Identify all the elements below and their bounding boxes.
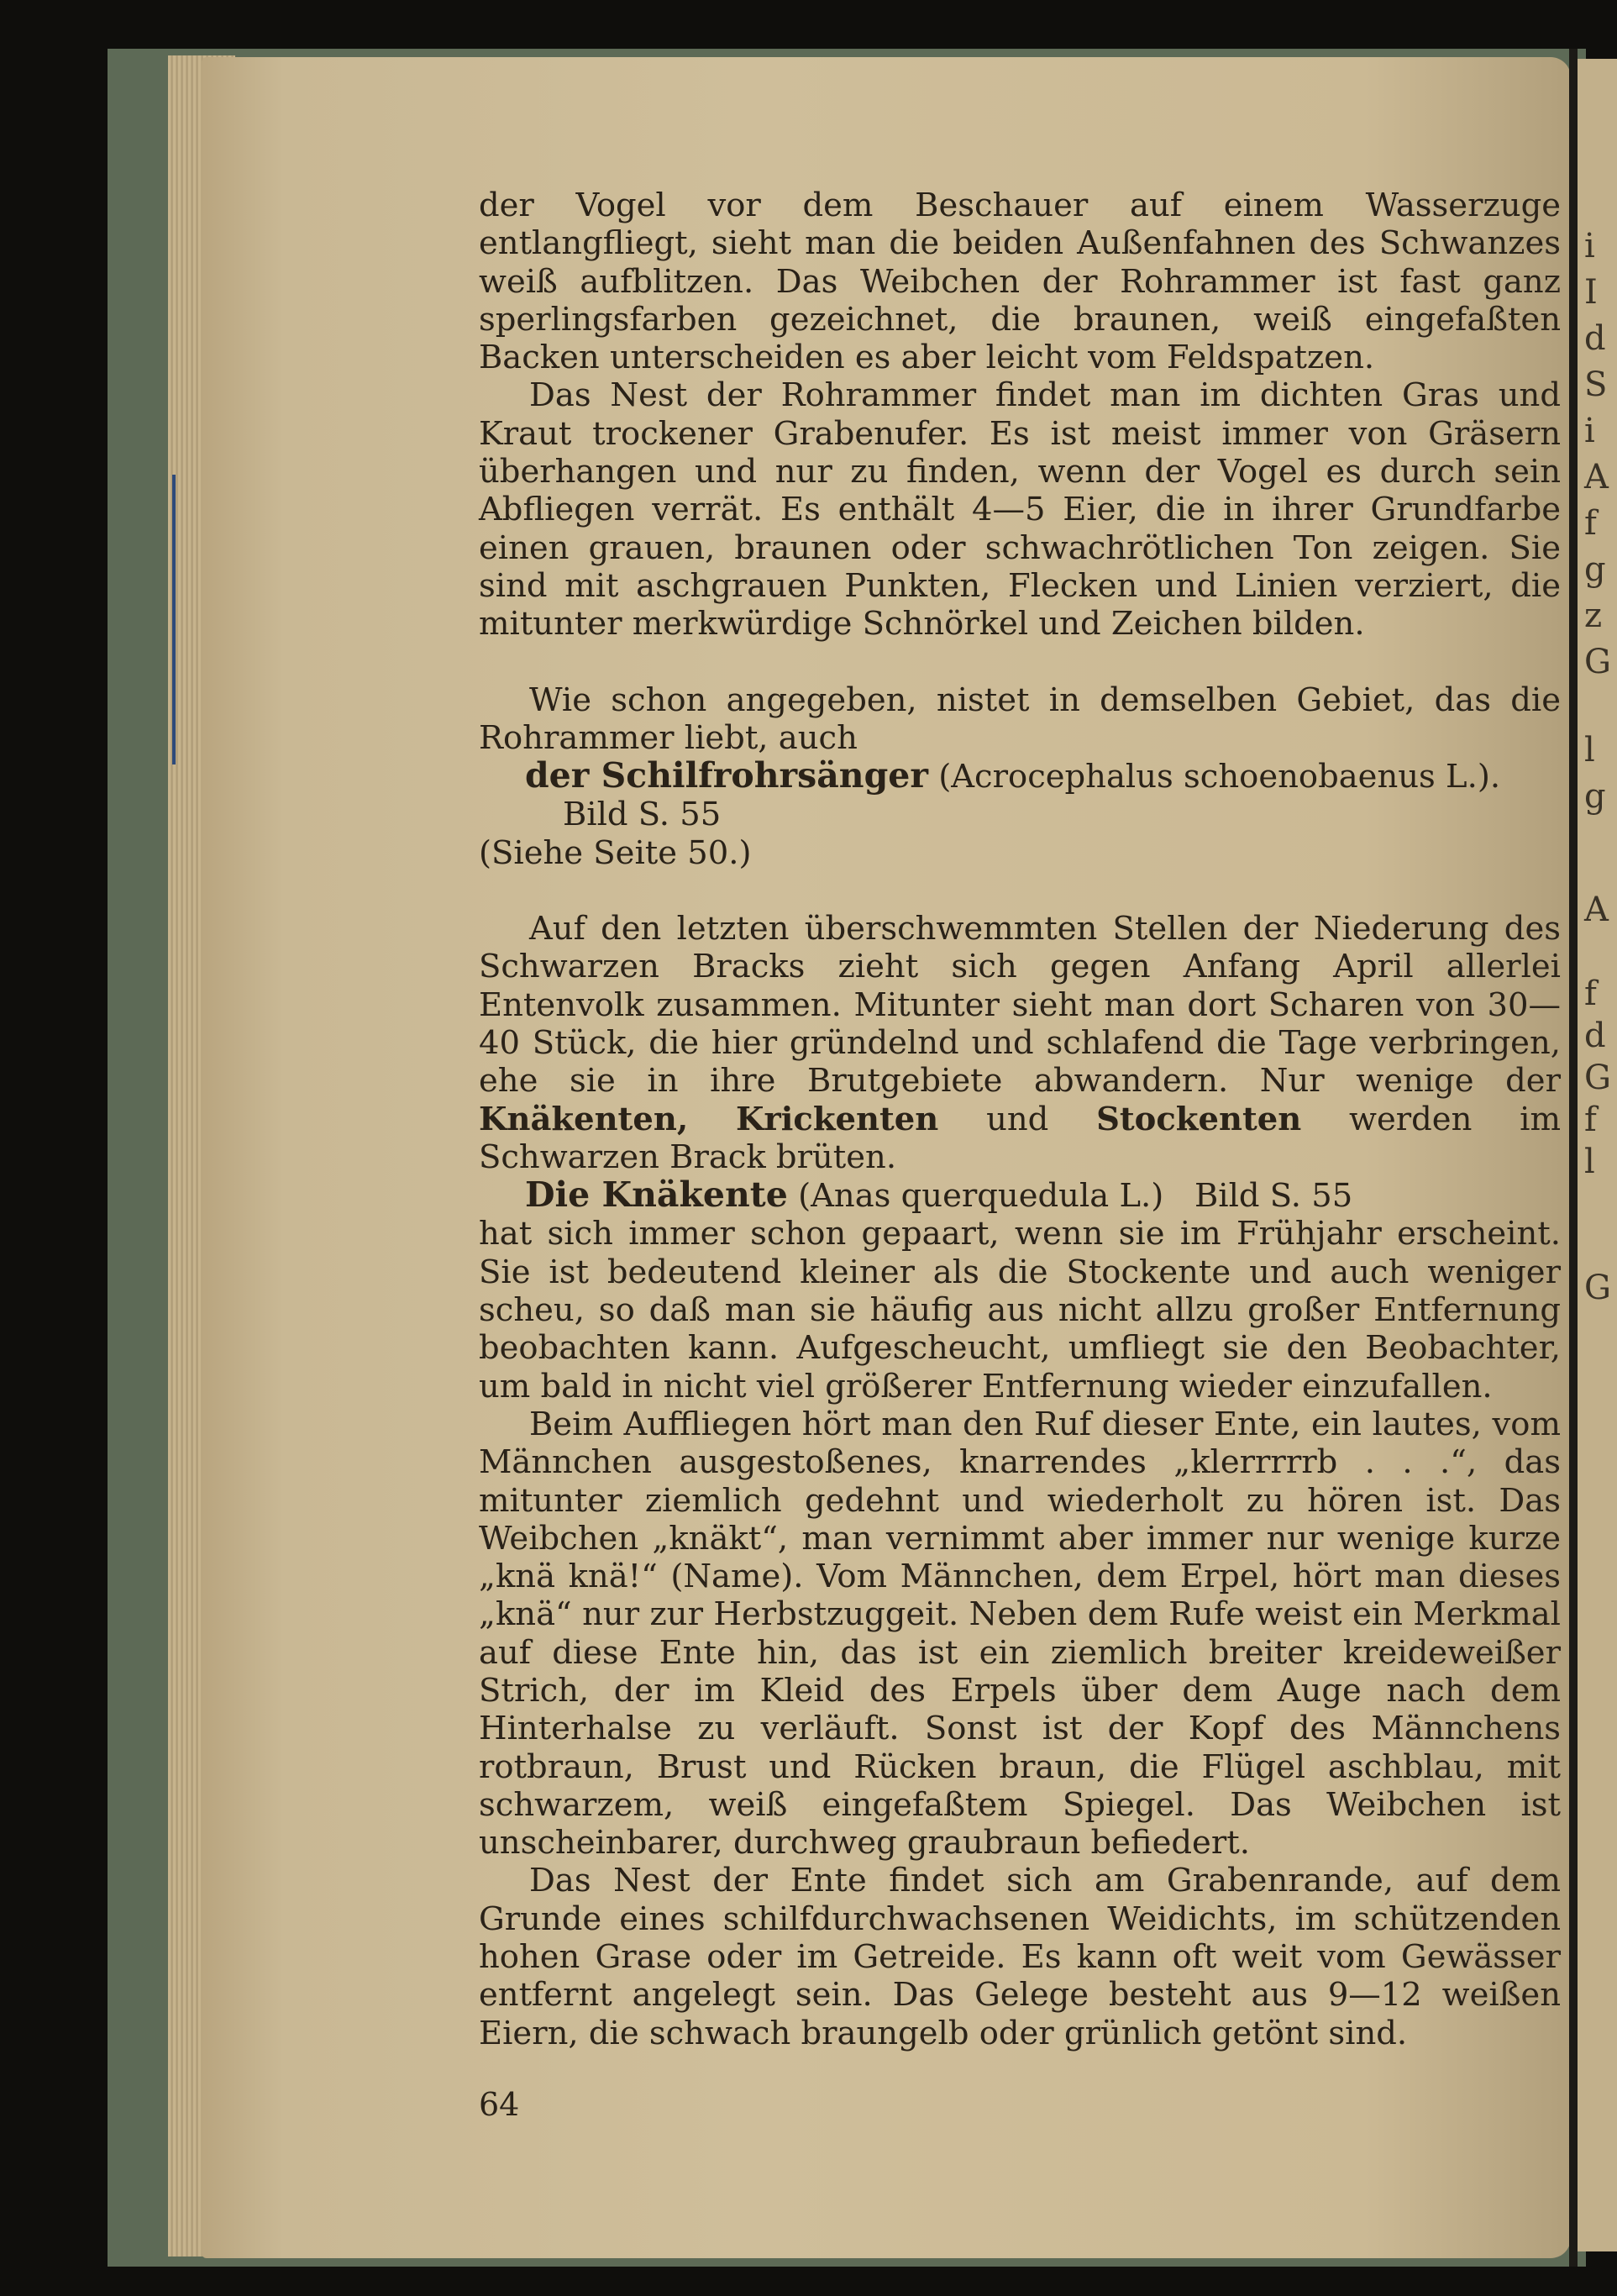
cross-reference: (Siehe Seite 50.) [479,833,752,872]
facing-fragment: d [1584,1017,1606,1055]
paragraph: Das Nest der Rohrammer findet man im dichten Gras und Kraut trockener Grabenufer. Es ist meist immer von Gräsern überhangen und nur zu finden, wenn der Vogel es durch sein Abfliegen verrät. Es enthält 4—5 Eier, die in ihrer Grundfarbe einen grauen, braunen oder schwachrötlichen Ton zeigen. Sie sind mit aschgrauen Punkten, Flecken und Linien verziert, die mitunter merkwürdige Schnörkel und Zeichen bilden. [479,376,1561,644]
paragraph-text: und [986,1100,1049,1138]
bold-term: Stockenten [1096,1100,1302,1138]
paragraph: Beim Auffliegen hört man den Ruf dieser Ente, ein lautes, vom Männchen ausgestoßenes, knarrendes „klerrrrrb . . .“, das mitunter ziemlich gedehnt und wiederholt zu hören ist. Das Weibchen „knäkt“, man vernimmt aber immer nur wenige kurze „knä knä!“ (Name). Vom Männchen, dem Erpel, hört man dieses „knä“ nur zur Herbstzuggeit. Neben dem Rufe weist ein Merkmal auf diese Ente hin, das ist ein ziemlich breiter kreideweißer Strich, der im Kleid des Erpels über dem Auge nach dem Hinterhalse zu verläuft. Sonst ist der Kopf des Männchens rotbraun, Brust und Rücken braun, die Flügel aschblau, mit schwarzem, weiß eingefaßtem Spiegel. Das Weibchen ist unscheinbarer, durchweg graubraun befiedert. [479,1405,1561,1863]
facing-fragment: g [1584,777,1606,816]
facing-fragment: g [1584,550,1606,589]
paragraph: Das Nest der Ente findet sich am Grabenrande, auf dem Grunde eines schilfdurchwachsenen Weidichts, im schützenden hohen Grase oder im Getreide. Es kann oft weit vom Gewässer entfernt angelegt sein. Das Gelege besteht aus 9—12 weißen Eiern, die schwach braungelb oder grünlich getönt sind. [479,1862,1561,2052]
page-number: 64 [479,2086,520,2123]
facing-fragment: G [1584,643,1611,681]
paragraph [479,910,1561,1176]
facing-fragment: G [1584,1269,1611,1307]
section-heading [479,1176,1561,1215]
figure-reference: Bild S. 55 [563,796,722,834]
latin-name: (Anas querquedula L.) [798,1177,1164,1216]
section-heading [479,757,1561,796]
facing-fragment: l [1584,731,1595,770]
facing-fragment: f [1584,975,1597,1013]
figure-reference: Bild S. 55 [1194,1177,1353,1216]
facing-fragment: i [1584,227,1595,265]
paragraph: Wie schon angegeben, nistet in demselben Gebiet, das die Rohrammer liebt, auch [479,680,1561,757]
facing-fragment: l [1584,1143,1595,1181]
facing-fragment: G [1584,1059,1611,1097]
latin-name: (Acrocephalus schoenobaenus L.). [938,758,1501,796]
facing-fragment: f [1584,1101,1597,1139]
facing-fragment: I [1584,273,1598,312]
facing-fragment: S [1584,365,1608,404]
book-gutter [1569,49,1578,2267]
paragraph: der Vogel vor dem Beschauer auf einem Wasserzuge entlangfliegt, sieht man die beiden Außenfahnen des Schwanzes weiß aufblitzen. Das Weibchen der Rohrammer ist fast ganz sperlingsfarben gezeichnet, die braunen, weiß eingefaßten Backen unterscheiden es aber leicht vom Feldspatzen. [479,187,1561,377]
bold-term: Knäkenten, [479,1100,689,1138]
facing-fragment: f [1584,504,1597,543]
page-content [479,187,1561,2052]
facing-fragment: z [1584,596,1603,635]
facing-fragment: A [1584,458,1609,497]
facing-fragment: A [1584,891,1609,929]
species-name: Die Knäkente [525,1174,788,1216]
paragraph: hat sich immer schon gepaart, wenn sie im Frühjahr erscheint. Sie ist bedeutend kleiner als die Stockente und auch weniger scheu, so daß man sie häufig aus nicht allzu großer Entfernung beobachten kann. Aufgescheucht, umfliegt sie den Beobachter, um bald in nicht viel größerer Entfernung wieder einzufallen. [479,1215,1561,1405]
facing-fragment: i [1584,412,1595,450]
facing-page [1578,59,1617,2251]
species-name: der Schilfrohrsänger [525,755,928,796]
paragraph-text: Auf den letzten überschwemmten Stellen der Niederung des Schwarzen Bracks zieht sich gegen Anfang April allerlei Entenvolk zusammen. Mitunter sieht man dort Scharen von 30—40 Stück, die hier gründelnd und schlafend die Tage verbringen, ehe sie in ihre Brutgebiete abwandern. Nur wenige der [479,910,1561,1101]
paragraph-text: werden im Schwarzen Brack brüten. [479,1100,1561,1176]
pencil-mark [172,475,176,764]
facing-fragment: d [1584,319,1606,358]
bold-term: Krickenten [736,1100,939,1138]
